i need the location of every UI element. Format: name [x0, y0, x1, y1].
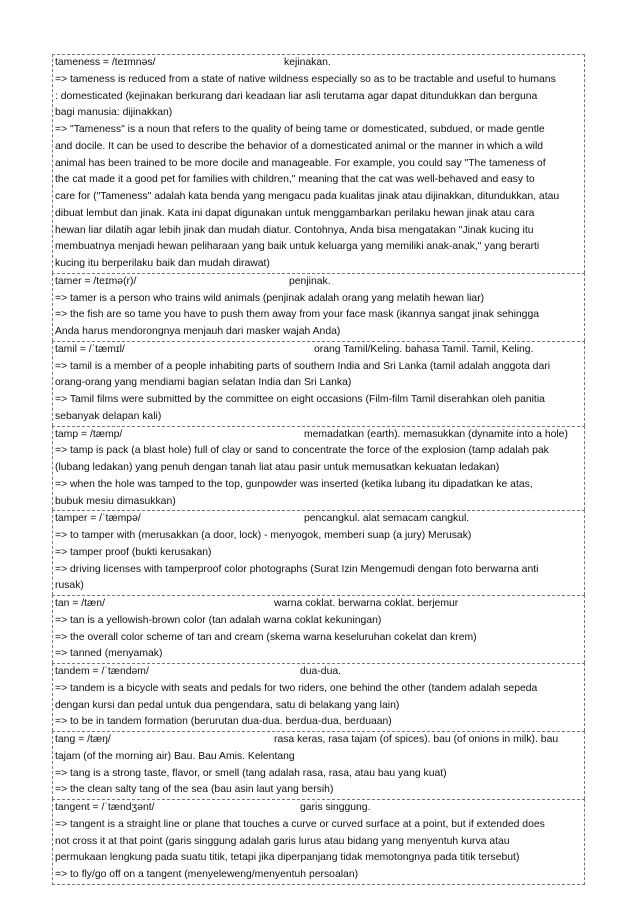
- entry-headword-line: [55, 274, 583, 291]
- entry-text-line: not cross it at that point (garis singgung adalah garis lurus atau bidang yang menyentuh kurva atau: [55, 835, 510, 847]
- entry-text-line: => tamp is pack (a blast hole) full of clay or sand to concentrate the force of the explosion (tamp adalah pak: [55, 445, 549, 457]
- entry-headword-line: [55, 664, 583, 681]
- entry-headword-line: [55, 427, 583, 444]
- entry-text-line: hewan liar dilatih agar lebih jinak dan mudah diatur. Contohnya, Anda bisa mengatakan "Jinak kucing itu: [55, 224, 534, 236]
- entry-text-line: => to be in tandem formation (berurutan dua-dua. berdua-dua, berduaan): [55, 716, 392, 728]
- entry-text-line: => "Tameness" is a noun that refers to the quality of being tame or domesticated, subdued, or made gentle: [55, 124, 545, 135]
- entry-text-line: => tandem is a bicycle with seats and pedals for two riders, one behind the other (tandem adalah sepeda: [55, 682, 538, 694]
- dictionary-entry: [52, 595, 585, 663]
- entry-headword-line: [55, 511, 583, 528]
- entry-text-line: and docile. It can be used to describe the behavior of a domesticated animal or the manner in which a wild: [55, 140, 544, 152]
- entry-text-line: dengan kursi dan pedal untuk dua pengendara, satu di belakang yang lain): [55, 699, 400, 711]
- entry-text-line: => tan is a yellowish-brown color (tan adalah warna coklat kekuningan): [55, 614, 382, 626]
- dictionary-entry: [52, 799, 585, 885]
- entry-text-line: => the overall color scheme of tan and cream (skema warna keseluruhan cokelat dan krem): [55, 631, 477, 643]
- entry-headword-line: [55, 732, 583, 749]
- dictionary-entry: [52, 731, 585, 799]
- dictionary-entry: [52, 510, 585, 595]
- headword-meaning: memadatkan (earth). memasukkan (dynamite into a hole): [304, 428, 568, 440]
- entry-text-line: rusak): [55, 580, 84, 592]
- entry-headword-line: [55, 800, 583, 817]
- headword-meaning: dua-dua.: [300, 666, 342, 677]
- entry-text-line: => tameness is reduced from a state of native wildness especially so as to be tractable and useful to humans: [55, 73, 556, 85]
- entry-text-line: bubuk mesiu dimasukkan): [55, 495, 176, 507]
- entry-text-line: tajam (of the morning air) Bau. Bau Amis. Kelentang: [55, 750, 295, 762]
- headword-meaning: pencangkul. alat semacam cangkul.: [304, 513, 470, 525]
- headword: tandem = /ˈtændəm/: [55, 666, 149, 677]
- dictionary-page: [52, 54, 585, 885]
- headword: tamer = /teɪmə(r)/: [55, 275, 137, 287]
- entry-text-line: => tamil is a member of a people inhabiting parts of southern India and Sri Lanka (tamil adalah anggota dari: [55, 360, 551, 372]
- entry-headword-line: [55, 342, 583, 359]
- headword: tangent = /ˈtændʒənt/: [55, 802, 155, 813]
- headword-meaning: rasa keras, rasa tajam (of spices). bau (of onions in milk). bau: [274, 734, 559, 745]
- entry-text-line: => the fish are so tame you have to push them away from your face mask (ikannya sangat jinak sehingga: [55, 309, 540, 321]
- entry-text-line: => tamer is a person who trains wild animals (penjinak adalah orang yang melatih hewan liar): [55, 292, 485, 304]
- entry-text-line: the cat made it a good pet for families with children," meaning that the cat was well-behaved and easy to: [55, 174, 535, 186]
- entry-text-line: : domesticated (kejinakan berkurang dari keadaan liar asli terutama agar dapat ditundukkan dan berguna: [55, 90, 538, 102]
- entry-text-line: => tang is a strong taste, flavor, or smell (tang adalah rasa, rasa, atau bau yang kuat): [55, 767, 447, 779]
- entry-text-line: sebanyak delapan kali): [55, 410, 162, 422]
- dictionary-entry: [52, 426, 585, 511]
- headword-meaning: kejinakan.: [284, 57, 331, 68]
- entry-text-line: (lubang ledakan) yang penuh dengan tanah liat atau pasir untuk memusatkan kekuatan ledakan): [55, 462, 500, 473]
- entry-text-line: => the clean salty tang of the sea (bau asin laut yang bersih): [55, 784, 334, 796]
- entry-text-line: animal has been trained to be more docile and manageable. For example, you could say "The tameness of: [55, 157, 546, 169]
- headword: tamil = /ˈtæmɪl/: [55, 343, 125, 355]
- entry-text-line: care for ("Tameness" adalah kata benda yang mengacu pada kualitas jinak atau dijinakkan, ditundukkan, atau: [55, 191, 560, 202]
- headword: tamp = /tæmp/: [55, 428, 123, 440]
- dictionary-entry: [52, 663, 585, 731]
- entry-text-line: orang-orang yang mendiami bagian selatan India dan Sri Lanka): [55, 377, 352, 389]
- entry-text-line: bagi manusia: dijinakkan): [55, 107, 173, 119]
- headword-meaning: warna coklat. berwarna coklat. berjemur: [274, 598, 459, 609]
- entry-text-line: kucing itu berperilaku baik dan mudah dirawat): [55, 258, 270, 269]
- entry-text-line: => tamper proof (bukti kerusakan): [55, 546, 212, 558]
- entry-headword-line: [55, 55, 583, 72]
- entry-text-line: => when the hole was tamped to the top, gunpowder was inserted (ketika lubang itu dipadatkan ke atas,: [55, 478, 533, 490]
- headword: tamper = /ˈtæmpə/: [55, 513, 141, 525]
- headword: tang = /tæŋ/: [55, 734, 111, 745]
- entry-text-line: Anda harus mendorongnya menjauh dari masker wajah Anda): [55, 326, 341, 337]
- entry-text-line: => driving licenses with tamperproof color photographs (Surat Izin Mengemudi dengan foto berwarna anti: [55, 563, 539, 575]
- entry-text-line: membuatnya menjadi hewan peliharaan yang baik untuk keluarga yang memiliki anak-anak," yang berarti: [55, 241, 540, 253]
- headword-meaning: penjinak.: [289, 275, 331, 287]
- headword-meaning: garis singgung.: [300, 802, 371, 813]
- dictionary-entry: [52, 341, 585, 426]
- entry-text-line: => tanned (menyamak): [55, 648, 163, 660]
- headword: tan = /tæn/: [55, 598, 105, 609]
- dictionary-entry: [52, 273, 585, 341]
- entry-text-line: permukaan lengkung pada suatu titik, tetapi jika diperpanjang tidak memotongnya pada titik tersebut): [55, 852, 520, 864]
- entry-text-line: => tangent is a straight line or plane that touches a curve or curved surface at a point, but if extended does: [55, 818, 545, 830]
- entry-text-line: => Tamil films were submitted by the committee on eight occasions (Film-film Tamil diserahkan oleh panitia: [55, 394, 545, 405]
- entry-headword-line: [55, 596, 583, 613]
- headword-meaning: orang Tamil/Keling. bahasa Tamil. Tamil, Keling.: [314, 343, 534, 355]
- dictionary-entry: [52, 54, 585, 273]
- entry-text-line: dibuat lembut dan jinak. Kata ini dapat digunakan untuk menggambarkan perilaku hewan jinak atau cara: [55, 207, 535, 219]
- headword: tameness = /teɪmnəs/: [55, 57, 156, 68]
- entry-text-line: => to fly/go off on a tangent (menyeleweng/menyentuh persoalan): [55, 869, 359, 880]
- entry-text-line: => to tamper with (merusakkan (a door, lock) - menyogok, memberi suap (a jury) Merusak): [55, 530, 472, 541]
